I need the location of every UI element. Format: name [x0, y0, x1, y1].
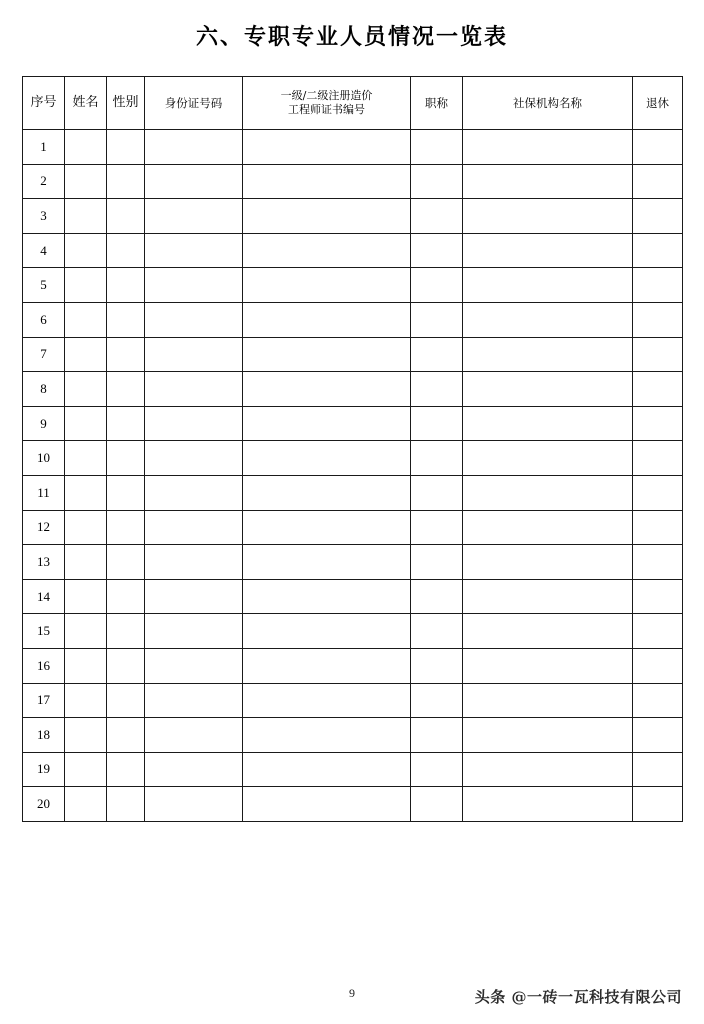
cell-gender[interactable]: [107, 164, 145, 199]
cell-title[interactable]: [411, 372, 463, 407]
cell-index: 10: [23, 441, 65, 476]
cell-title[interactable]: [411, 199, 463, 234]
cell-name[interactable]: [65, 752, 107, 787]
cell-retired[interactable]: [633, 510, 683, 545]
cert-header-line-1: 一级/二级注册造价: [280, 89, 373, 103]
table-row: [23, 302, 683, 337]
column-header-index: 序号: [23, 77, 65, 130]
table-row: [23, 337, 683, 372]
cell-retired[interactable]: [633, 614, 683, 649]
cell-retired[interactable]: [633, 718, 683, 753]
cert-header-line-2: 工程师证书编号: [288, 103, 365, 116]
cell-social-org[interactable]: [463, 614, 633, 649]
cell-gender[interactable]: [107, 372, 145, 407]
cell-id-number[interactable]: [145, 475, 243, 510]
cell-cert-number[interactable]: [243, 233, 411, 268]
cell-social-org[interactable]: [463, 545, 633, 580]
cell-retired[interactable]: [633, 302, 683, 337]
cell-retired[interactable]: [633, 268, 683, 303]
cell-id-number[interactable]: [145, 406, 243, 441]
cell-id-number[interactable]: [145, 372, 243, 407]
table-row: [23, 579, 683, 614]
cell-title[interactable]: [411, 268, 463, 303]
cell-title[interactable]: [411, 683, 463, 718]
cell-cert-number[interactable]: [243, 648, 411, 683]
cell-title[interactable]: [411, 130, 463, 165]
cell-index: 6: [23, 302, 65, 337]
table-row: [23, 683, 683, 718]
cell-name[interactable]: [65, 199, 107, 234]
cell-cert-number[interactable]: [243, 372, 411, 407]
cell-name[interactable]: [65, 130, 107, 165]
table-row: [23, 199, 683, 234]
cell-gender[interactable]: [107, 787, 145, 822]
cell-id-number[interactable]: [145, 787, 243, 822]
cell-social-org[interactable]: [463, 372, 633, 407]
cell-retired[interactable]: [633, 475, 683, 510]
cell-gender[interactable]: [107, 441, 145, 476]
table-row: [23, 268, 683, 303]
cell-cert-number[interactable]: [243, 683, 411, 718]
cell-name[interactable]: [65, 787, 107, 822]
table-row: [23, 614, 683, 649]
cell-index: 3: [23, 199, 65, 234]
cell-name[interactable]: [65, 648, 107, 683]
table-row: [23, 510, 683, 545]
table-row: [23, 130, 683, 165]
cell-index: 8: [23, 372, 65, 407]
cell-id-number[interactable]: [145, 199, 243, 234]
cell-retired[interactable]: [633, 199, 683, 234]
column-header-gender: 性别: [107, 77, 145, 130]
cell-name[interactable]: [65, 614, 107, 649]
cell-index: 14: [23, 579, 65, 614]
cell-index: 16: [23, 648, 65, 683]
cell-gender[interactable]: [107, 337, 145, 372]
cell-social-org[interactable]: [463, 233, 633, 268]
cell-index: 13: [23, 545, 65, 580]
cell-social-org[interactable]: [463, 787, 633, 822]
cell-gender[interactable]: [107, 233, 145, 268]
cell-index: 7: [23, 337, 65, 372]
cell-cert-number[interactable]: [243, 718, 411, 753]
staff-table-container: [22, 76, 682, 822]
cell-name[interactable]: [65, 441, 107, 476]
cell-gender[interactable]: [107, 614, 145, 649]
cell-title[interactable]: [411, 337, 463, 372]
table-row: [23, 545, 683, 580]
column-header-retired: 退休: [633, 77, 683, 130]
table-row: [23, 233, 683, 268]
column-header-social-org: 社保机构名称: [463, 77, 633, 130]
table-row: [23, 718, 683, 753]
cell-index: 5: [23, 268, 65, 303]
cell-social-org[interactable]: [463, 683, 633, 718]
cell-id-number[interactable]: [145, 718, 243, 753]
cell-social-org[interactable]: [463, 648, 633, 683]
cell-retired[interactable]: [633, 579, 683, 614]
cell-gender[interactable]: [107, 579, 145, 614]
cell-name[interactable]: [65, 164, 107, 199]
watermark-text: 头条 @一砖一瓦科技有限公司: [474, 988, 682, 1006]
cell-retired[interactable]: [633, 787, 683, 822]
cell-social-org[interactable]: [463, 752, 633, 787]
cell-name[interactable]: [65, 302, 107, 337]
cell-retired[interactable]: [633, 406, 683, 441]
table-body: [23, 130, 683, 822]
cell-name[interactable]: [65, 579, 107, 614]
cell-retired[interactable]: [633, 130, 683, 165]
table-header-row: [23, 77, 683, 130]
cell-cert-number[interactable]: [243, 337, 411, 372]
cell-index: 12: [23, 510, 65, 545]
cell-id-number[interactable]: [145, 752, 243, 787]
cell-index: 15: [23, 614, 65, 649]
cell-index: 19: [23, 752, 65, 787]
cell-index: 11: [23, 475, 65, 510]
cell-title[interactable]: [411, 648, 463, 683]
cell-id-number[interactable]: [145, 337, 243, 372]
cell-cert-number[interactable]: [243, 475, 411, 510]
cell-id-number[interactable]: [145, 302, 243, 337]
cell-gender[interactable]: [107, 718, 145, 753]
cell-name[interactable]: [65, 406, 107, 441]
cell-social-org[interactable]: [463, 302, 633, 337]
cell-name[interactable]: [65, 475, 107, 510]
column-header-id-number: 身份证号码: [145, 77, 243, 130]
cell-name[interactable]: [65, 683, 107, 718]
cell-title[interactable]: [411, 406, 463, 441]
cell-cert-number[interactable]: [243, 614, 411, 649]
table-row: [23, 406, 683, 441]
cell-id-number[interactable]: [145, 441, 243, 476]
cell-social-org[interactable]: [463, 199, 633, 234]
cell-title[interactable]: [411, 545, 463, 580]
cell-cert-number[interactable]: [243, 130, 411, 165]
cell-cert-number[interactable]: [243, 787, 411, 822]
cell-id-number[interactable]: [145, 268, 243, 303]
table-row: [23, 372, 683, 407]
page-number: 9: [349, 986, 355, 1000]
cell-social-org[interactable]: [463, 337, 633, 372]
table-row: [23, 164, 683, 199]
cell-id-number[interactable]: [145, 579, 243, 614]
cell-index: 17: [23, 683, 65, 718]
cell-gender[interactable]: [107, 475, 145, 510]
cell-cert-number[interactable]: [243, 268, 411, 303]
cell-retired[interactable]: [633, 372, 683, 407]
cell-name[interactable]: [65, 268, 107, 303]
cell-retired[interactable]: [633, 648, 683, 683]
cell-title[interactable]: [411, 302, 463, 337]
cell-cert-number[interactable]: [243, 510, 411, 545]
cell-index: 18: [23, 718, 65, 753]
cell-index: 20: [23, 787, 65, 822]
cell-retired[interactable]: [633, 233, 683, 268]
cell-name[interactable]: [65, 372, 107, 407]
cell-retired[interactable]: [633, 683, 683, 718]
cell-gender[interactable]: [107, 683, 145, 718]
cell-id-number[interactable]: [145, 683, 243, 718]
cell-title[interactable]: [411, 510, 463, 545]
cell-title[interactable]: [411, 579, 463, 614]
cell-index: 9: [23, 406, 65, 441]
cell-retired[interactable]: [633, 545, 683, 580]
cell-name[interactable]: [65, 510, 107, 545]
cell-gender[interactable]: [107, 406, 145, 441]
cell-gender[interactable]: [107, 752, 145, 787]
table-row: [23, 787, 683, 822]
staff-table: [22, 76, 683, 822]
cell-gender[interactable]: [107, 545, 145, 580]
table-row: [23, 752, 683, 787]
cell-cert-number[interactable]: [243, 579, 411, 614]
table-row: [23, 475, 683, 510]
cell-retired[interactable]: [633, 441, 683, 476]
cell-title[interactable]: [411, 752, 463, 787]
column-header-cert-number: [243, 77, 411, 130]
cell-gender[interactable]: [107, 648, 145, 683]
cell-id-number[interactable]: [145, 648, 243, 683]
watermark: [475, 986, 682, 1007]
cell-title[interactable]: [411, 718, 463, 753]
cell-gender[interactable]: [107, 268, 145, 303]
cell-id-number[interactable]: [145, 614, 243, 649]
cell-gender[interactable]: [107, 130, 145, 165]
cell-title[interactable]: [411, 614, 463, 649]
table-row: [23, 441, 683, 476]
table-row: [23, 648, 683, 683]
cell-social-org[interactable]: [463, 130, 633, 165]
cell-retired[interactable]: [633, 337, 683, 372]
cell-social-org[interactable]: [463, 475, 633, 510]
cell-cert-number[interactable]: [243, 545, 411, 580]
cell-retired[interactable]: [633, 164, 683, 199]
cell-cert-number[interactable]: [243, 406, 411, 441]
cell-social-org[interactable]: [463, 406, 633, 441]
cell-gender[interactable]: [107, 302, 145, 337]
table-header: [23, 77, 683, 130]
cell-cert-number[interactable]: [243, 752, 411, 787]
cell-cert-number[interactable]: [243, 441, 411, 476]
cell-name[interactable]: [65, 233, 107, 268]
cell-id-number[interactable]: [145, 130, 243, 165]
cell-title[interactable]: [411, 164, 463, 199]
cell-social-org[interactable]: [463, 579, 633, 614]
cell-social-org[interactable]: [463, 510, 633, 545]
cell-title[interactable]: [411, 233, 463, 268]
cell-id-number[interactable]: [145, 233, 243, 268]
cell-social-org[interactable]: [463, 268, 633, 303]
cell-gender[interactable]: [107, 510, 145, 545]
cell-id-number[interactable]: [145, 545, 243, 580]
cell-social-org[interactable]: [463, 164, 633, 199]
cell-id-number[interactable]: [145, 510, 243, 545]
cell-title[interactable]: [411, 441, 463, 476]
cell-social-org[interactable]: [463, 441, 633, 476]
cell-title[interactable]: [411, 787, 463, 822]
column-header-title: 职称: [411, 77, 463, 130]
cell-name[interactable]: [65, 337, 107, 372]
page-title: 六、专职专业人员情况一览表: [195, 24, 508, 50]
column-header-name: 姓名: [65, 77, 107, 130]
cell-id-number[interactable]: [145, 164, 243, 199]
cell-index: 1: [23, 130, 65, 165]
cell-title[interactable]: [411, 475, 463, 510]
cell-index: 2: [23, 164, 65, 199]
cell-cert-number[interactable]: [243, 164, 411, 199]
cell-index: 4: [23, 233, 65, 268]
cell-gender[interactable]: [107, 199, 145, 234]
cell-cert-number[interactable]: [243, 302, 411, 337]
cell-cert-number[interactable]: [243, 199, 411, 234]
cell-name[interactable]: [65, 545, 107, 580]
cell-social-org[interactable]: [463, 718, 633, 753]
cell-name[interactable]: [65, 718, 107, 753]
cell-retired[interactable]: [633, 752, 683, 787]
